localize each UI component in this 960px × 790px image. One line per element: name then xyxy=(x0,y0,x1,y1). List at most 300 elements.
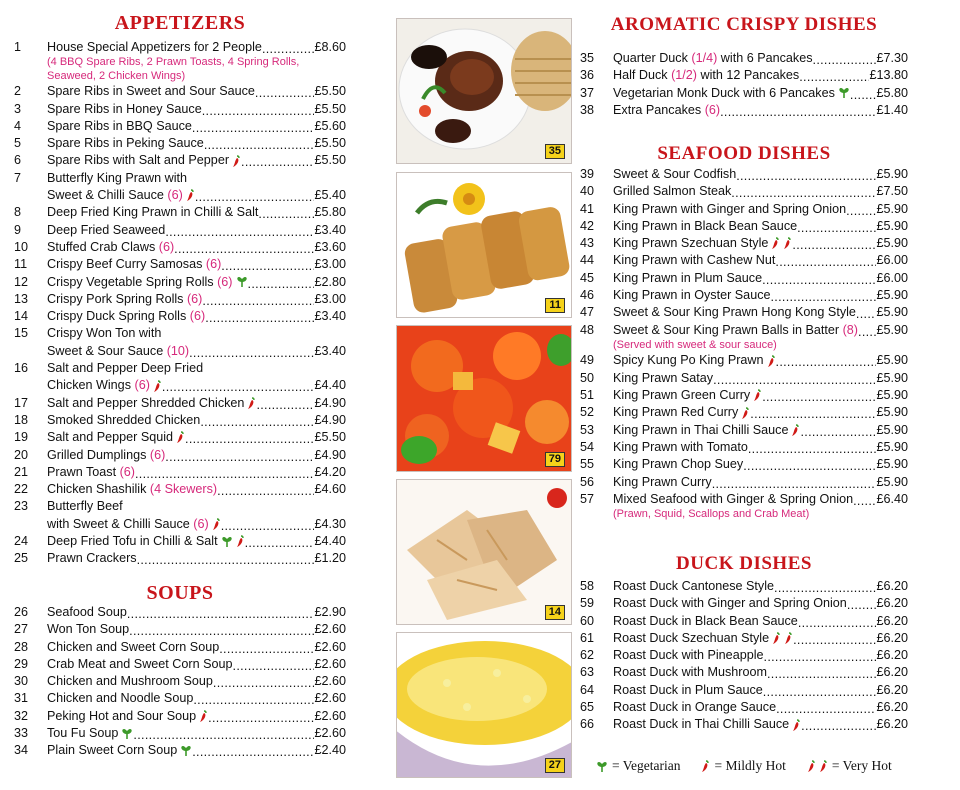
item-name-text: Roast Duck in Black Bean Sauce xyxy=(613,613,798,628)
item-number: 45 xyxy=(580,270,595,285)
menu-item xyxy=(14,256,346,273)
dot-leader xyxy=(192,122,315,135)
item-name xyxy=(613,370,713,387)
item-name xyxy=(613,67,799,84)
menu-item xyxy=(580,370,908,387)
item-name xyxy=(613,422,800,439)
chilli-icon xyxy=(807,760,816,773)
item-name-text: King Prawn with Tomato xyxy=(613,439,748,454)
item-number: 46 xyxy=(580,288,595,303)
item-number: 27 xyxy=(14,622,29,637)
item-quantity: (1/4) xyxy=(691,51,718,65)
item-number: 44 xyxy=(580,253,595,268)
chilli-icon xyxy=(741,407,750,420)
chilli-icon xyxy=(792,719,801,732)
dot-leader xyxy=(195,191,315,204)
photo-badge: 11 xyxy=(545,298,565,313)
vegetarian-icon xyxy=(838,87,850,99)
item-name xyxy=(47,39,262,56)
menu-item xyxy=(14,604,346,621)
dot-leader xyxy=(185,434,314,447)
menu-item xyxy=(14,673,346,690)
item-price: £5.90 xyxy=(876,439,908,454)
chilli-icon xyxy=(767,355,776,368)
item-number: 54 xyxy=(580,439,595,454)
menu-item xyxy=(14,395,346,412)
dot-leader xyxy=(127,608,315,621)
item-number: 65 xyxy=(580,700,595,715)
item-price: £5.90 xyxy=(876,288,908,303)
menu-item xyxy=(14,118,346,135)
item-price: £7.50 xyxy=(876,184,908,199)
legend-vegetarian: = Vegetarian xyxy=(612,758,681,773)
chilli-icon xyxy=(772,632,781,645)
item-name-text: Spicy Kung Po King Prawn xyxy=(613,353,764,368)
item-price: £6.00 xyxy=(876,253,908,268)
item-price: £1.20 xyxy=(314,551,346,566)
item-name xyxy=(47,308,205,325)
item-name xyxy=(47,742,192,759)
item-name xyxy=(47,239,174,256)
item-name-text: Salt and Pepper Shredded Chicken xyxy=(47,395,245,410)
menu-item-lead-line xyxy=(14,325,346,342)
item-price: £5.90 xyxy=(876,201,908,216)
menu-item xyxy=(580,322,908,339)
item-price: £5.90 xyxy=(876,474,908,489)
item-name xyxy=(613,183,731,200)
item-name xyxy=(47,533,245,550)
item-name-lead: Crispy Won Ton with xyxy=(47,326,162,341)
item-quantity: (10) xyxy=(166,343,190,358)
vegetarian-icon xyxy=(121,728,133,740)
item-name xyxy=(47,395,256,412)
vegetarian-icon xyxy=(596,761,608,773)
menu-item xyxy=(14,412,346,429)
item-price: £3.00 xyxy=(314,257,346,272)
photo-crispy-rolls xyxy=(396,479,572,625)
item-number: 57 xyxy=(580,491,595,506)
dot-leader xyxy=(775,257,876,270)
item-price: £5.90 xyxy=(876,457,908,472)
item-number: 47 xyxy=(580,305,595,320)
dot-leader xyxy=(771,291,877,304)
item-name xyxy=(47,481,217,498)
item-name xyxy=(47,152,241,169)
menu-item xyxy=(580,664,908,681)
dot-leader xyxy=(192,747,314,760)
menu-item xyxy=(14,516,346,533)
item-name xyxy=(613,235,792,252)
menu-item xyxy=(580,85,908,102)
legend-mild: = Mildly Hot xyxy=(714,758,786,773)
dot-leader xyxy=(258,209,314,222)
very-hot-icon xyxy=(804,758,828,774)
dot-leader xyxy=(767,669,877,682)
menu-item xyxy=(14,39,346,56)
item-name-text: Chicken and Noodle Soup xyxy=(47,691,194,706)
item-number: 22 xyxy=(14,482,29,497)
item-number: 7 xyxy=(14,170,22,185)
item-number: 35 xyxy=(580,51,595,65)
item-name-text: Chicken Wings xyxy=(47,378,131,393)
item-name xyxy=(47,516,221,533)
dot-leader xyxy=(241,157,314,170)
item-name-text: Spare Ribs in BBQ Sauce xyxy=(47,118,192,133)
item-name-text: Crispy Duck Spring Rolls xyxy=(47,309,187,324)
dot-leader xyxy=(858,326,876,339)
menu-item xyxy=(580,474,908,491)
item-name xyxy=(47,377,162,394)
item-name xyxy=(613,252,775,269)
dot-leader xyxy=(853,495,876,508)
item-name-text: Chicken Shashilik xyxy=(47,482,147,497)
dot-leader xyxy=(204,139,315,152)
item-name-text: Prawn Toast xyxy=(47,464,117,479)
item-number: 34 xyxy=(14,743,29,758)
item-number: 33 xyxy=(14,726,29,741)
dot-leader xyxy=(856,309,877,322)
dot-leader xyxy=(137,555,315,568)
item-price: £2.60 xyxy=(314,674,346,689)
menu-item xyxy=(580,456,908,473)
dot-leader xyxy=(205,312,314,325)
item-name-text: Roast Duck with Pineapple xyxy=(613,648,764,663)
item-name xyxy=(613,613,798,630)
item-price: £6.20 xyxy=(876,596,908,611)
item-name-text: Crispy Vegetable Spring Rolls xyxy=(47,274,214,289)
item-name-text: Roast Duck Cantonese Style xyxy=(613,579,775,593)
item-name-lead: Salt and Pepper Deep Fried xyxy=(47,361,204,376)
item-name-text: King Prawn Green Curry xyxy=(613,388,751,403)
menu-item-lead-line xyxy=(14,498,346,515)
menu-item xyxy=(580,422,908,439)
item-price: £6.20 xyxy=(876,613,908,628)
item-name xyxy=(613,439,748,456)
item-price: £2.80 xyxy=(314,274,346,289)
item-name xyxy=(47,464,135,481)
dot-leader xyxy=(799,72,869,85)
menu-item xyxy=(14,274,346,291)
dot-leader xyxy=(165,226,314,239)
item-name xyxy=(613,699,776,716)
item-name-text: Spare Ribs in Sweet and Sour Sauce xyxy=(47,84,255,99)
menu-item xyxy=(14,690,346,707)
soups-heading: SOUPS xyxy=(146,582,214,604)
dot-leader xyxy=(850,89,877,102)
menu-item xyxy=(580,218,908,235)
item-name-text: Crab Meat and Sweet Corn Soup xyxy=(47,656,233,671)
item-quantity: (6) xyxy=(189,309,206,324)
dot-leader xyxy=(776,703,876,716)
menu-item xyxy=(580,630,908,647)
item-quantity: (1/2) xyxy=(671,68,697,83)
dot-leader xyxy=(200,416,314,429)
item-name xyxy=(613,85,850,102)
item-name-text: Quarter Duck xyxy=(613,51,688,65)
item-name-text: King Prawn in Oyster Sauce xyxy=(613,288,771,303)
photo-badge: 27 xyxy=(545,758,565,773)
menu-item-lead-line xyxy=(14,360,346,377)
menu-item xyxy=(580,613,908,630)
item-name xyxy=(47,673,213,690)
chilli-icon xyxy=(698,758,710,774)
item-price: £2.60 xyxy=(314,708,346,723)
item-name xyxy=(613,166,736,183)
item-price: £3.40 xyxy=(314,343,346,358)
item-price: £4.90 xyxy=(314,447,346,462)
item-price: £6.20 xyxy=(876,648,908,663)
item-name-text: Grilled Salmon Steak xyxy=(613,184,732,199)
item-price: £5.90 xyxy=(876,422,908,437)
item-name xyxy=(47,412,200,429)
menu-item xyxy=(14,742,346,759)
menu-item xyxy=(580,439,908,456)
item-description: (Prawn, Squid, Scallops and Crab Meat) xyxy=(613,508,810,521)
dot-leader xyxy=(165,451,314,464)
menu-item xyxy=(580,578,908,595)
dot-leader xyxy=(174,243,314,256)
item-name-text: with Sweet & Chilli Sauce xyxy=(47,516,190,531)
menu-item xyxy=(580,235,908,252)
menu-item-lead-line xyxy=(14,170,346,187)
item-name xyxy=(613,682,763,699)
item-name-text: Deep Fried Seaweed xyxy=(47,222,166,237)
menu-item xyxy=(14,464,346,481)
item-name-lead: Butterfly King Prawn with xyxy=(47,170,187,185)
item-quantity: (6) xyxy=(205,257,222,272)
dot-leader xyxy=(763,686,877,699)
menu-item xyxy=(580,102,908,119)
item-name xyxy=(613,595,847,612)
item-name-lead: Butterfly Beef xyxy=(47,499,123,514)
item-price: £5.90 xyxy=(876,388,908,403)
chilli-icon xyxy=(199,710,208,723)
photo-spring-rolls xyxy=(396,172,572,318)
item-number: 12 xyxy=(14,274,29,289)
menu-item xyxy=(580,166,908,183)
dot-leader xyxy=(731,188,876,201)
menu-item xyxy=(580,647,908,664)
item-price: £5.90 xyxy=(876,236,908,251)
item-price: £5.50 xyxy=(314,136,346,151)
item-number: 52 xyxy=(580,405,595,420)
item-number: 63 xyxy=(580,665,595,680)
item-price: £3.60 xyxy=(314,239,346,254)
menu-item xyxy=(580,252,908,269)
aromatic-heading: AROMATIC CRISPY DISHES xyxy=(610,14,878,35)
dot-leader xyxy=(743,461,876,474)
menu-item xyxy=(580,67,908,84)
item-price: £2.40 xyxy=(314,743,346,758)
chilli-icon xyxy=(701,760,710,773)
item-name xyxy=(47,222,165,239)
item-price: £4.40 xyxy=(314,534,346,549)
item-price: £4.90 xyxy=(314,395,346,410)
item-number: 24 xyxy=(14,534,29,549)
item-name xyxy=(47,101,202,118)
chilli-icon xyxy=(236,535,245,548)
vegetarian-icon xyxy=(593,758,608,774)
item-price: £6.20 xyxy=(876,717,908,732)
item-name-text: King Prawn Szechuan Style xyxy=(613,236,769,251)
item-price: £4.90 xyxy=(314,412,346,427)
item-number: 5 xyxy=(14,136,22,151)
item-price: £4.30 xyxy=(314,516,346,531)
photo-badge: 79 xyxy=(545,452,565,467)
item-name xyxy=(613,387,762,404)
item-price: £5.80 xyxy=(876,85,908,100)
item-price: £3.00 xyxy=(314,291,346,306)
item-number: 36 xyxy=(580,68,595,83)
item-name xyxy=(47,135,204,152)
item-number: 61 xyxy=(580,630,595,645)
dot-leader xyxy=(713,374,876,387)
item-name xyxy=(613,218,797,235)
item-name xyxy=(47,656,233,673)
photo-sweet-sour xyxy=(396,325,572,472)
item-quantity: (4 Skewers) xyxy=(149,482,218,497)
item-name xyxy=(47,550,137,567)
menu-item xyxy=(14,222,346,239)
item-number: 29 xyxy=(14,656,29,671)
item-price: £3.40 xyxy=(314,222,346,237)
dot-leader xyxy=(221,520,315,533)
item-number: 50 xyxy=(580,370,595,385)
item-price: £5.90 xyxy=(876,305,908,320)
dot-leader xyxy=(256,399,314,412)
item-name xyxy=(47,429,185,446)
dot-leader xyxy=(248,278,315,291)
dot-leader xyxy=(798,617,877,630)
dot-leader xyxy=(245,537,315,550)
item-price: £7.30 xyxy=(876,51,908,65)
item-name xyxy=(47,604,127,621)
item-name-text: Crispy Beef Curry Samosas xyxy=(47,257,203,272)
aromatic-list xyxy=(580,50,908,119)
soups-list xyxy=(14,604,346,760)
item-price: £5.90 xyxy=(876,322,908,337)
item-price: £5.90 xyxy=(876,167,908,181)
item-name xyxy=(47,187,195,204)
item-number: 18 xyxy=(14,412,29,427)
dot-leader xyxy=(255,88,315,101)
item-name xyxy=(613,491,853,508)
menu-item xyxy=(14,429,346,446)
dot-leader xyxy=(712,478,877,491)
chilli-icon xyxy=(153,380,162,393)
vegetarian-icon xyxy=(221,536,233,548)
dot-leader xyxy=(748,443,877,456)
item-name-text: Salt and Pepper Squid xyxy=(47,430,174,445)
dot-leader xyxy=(847,600,877,613)
item-quantity: (6) xyxy=(704,102,721,117)
item-name-text: Extra Pancakes xyxy=(613,102,702,117)
item-price: £2.90 xyxy=(314,605,346,619)
chilli-icon xyxy=(212,518,221,531)
item-price: £5.50 xyxy=(314,153,346,168)
item-price: £4.60 xyxy=(314,482,346,497)
item-name-text: Spare Ribs in Peking Sauce xyxy=(47,136,204,151)
item-number: 10 xyxy=(14,239,29,254)
photo-badge: 14 xyxy=(545,605,565,620)
item-name xyxy=(613,630,793,647)
item-number: 1 xyxy=(14,40,22,54)
item-number: 30 xyxy=(14,674,29,689)
item-quantity: (6) xyxy=(149,447,166,462)
item-name xyxy=(613,716,801,733)
menu-item xyxy=(14,447,346,464)
item-name xyxy=(613,664,767,681)
item-number: 6 xyxy=(14,153,22,168)
item-name-suffix: with 12 Pancakes xyxy=(700,68,800,83)
menu-item xyxy=(14,239,346,256)
chilli-icon xyxy=(783,237,792,250)
chilli-icon xyxy=(232,155,241,168)
item-number: 17 xyxy=(14,395,29,410)
item-number: 60 xyxy=(580,613,595,628)
item-number: 16 xyxy=(14,361,29,376)
item-name-text: King Prawn Satay xyxy=(613,370,714,385)
item-name-text: King Prawn Curry xyxy=(613,474,712,489)
photo-aromatic-duck xyxy=(396,18,572,164)
dot-leader xyxy=(762,391,876,404)
menu-item xyxy=(580,404,908,421)
menu-item xyxy=(14,656,346,673)
item-name-text: King Prawn Red Curry xyxy=(613,405,739,420)
item-name-text: King Prawn in Thai Chilli Sauce xyxy=(613,422,789,437)
item-number: 25 xyxy=(14,551,29,566)
item-name xyxy=(613,304,856,321)
item-number: 41 xyxy=(580,201,595,216)
item-number: 21 xyxy=(14,464,29,479)
menu-item xyxy=(14,101,346,118)
item-name-text: Deep Fried King Prawn in Chilli & Salt xyxy=(47,205,259,220)
dot-leader xyxy=(233,660,315,673)
item-number: 53 xyxy=(580,422,595,437)
chilli-icon xyxy=(784,632,793,645)
item-name xyxy=(47,118,192,135)
item-number: 39 xyxy=(580,167,595,181)
item-price: £6.20 xyxy=(876,579,908,593)
item-number: 42 xyxy=(580,218,595,233)
menu-item xyxy=(580,716,908,733)
item-name-text: Stuffed Crab Claws xyxy=(47,239,156,254)
menu-item xyxy=(580,595,908,612)
item-number: 23 xyxy=(14,499,29,514)
dot-leader xyxy=(162,382,315,395)
menu-item xyxy=(14,135,346,152)
menu-item xyxy=(580,201,908,218)
item-number: 2 xyxy=(14,84,22,99)
item-name-text: King Prawn Chop Suey xyxy=(613,457,744,472)
item-price: £4.40 xyxy=(314,378,346,393)
item-number: 14 xyxy=(14,309,29,324)
item-name xyxy=(47,343,189,360)
item-price: £5.60 xyxy=(314,118,346,133)
item-number: 48 xyxy=(580,322,595,337)
item-number: 4 xyxy=(14,118,22,133)
item-number: 58 xyxy=(580,579,595,593)
item-quantity: (6) xyxy=(119,464,135,479)
seafood-list xyxy=(580,166,908,522)
item-name xyxy=(47,274,248,291)
duck-heading: DUCK DISHES xyxy=(676,553,812,574)
item-number: 59 xyxy=(580,596,595,611)
dot-leader xyxy=(135,468,315,481)
item-name xyxy=(613,322,858,339)
item-name-text: King Prawn with Cashew Nut xyxy=(613,253,776,268)
dot-leader xyxy=(801,721,876,734)
